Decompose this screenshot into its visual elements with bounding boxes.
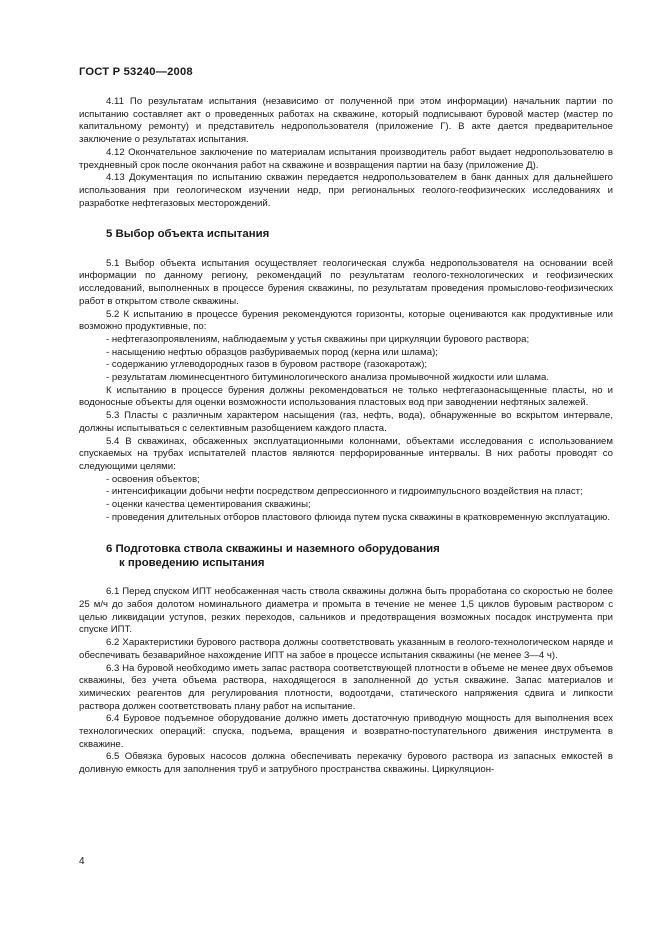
paragraph-5-2-continued: К испытанию в процессе бурения должны рекомендоваться не только нефтегазонасыщенные пласты, но и водоносные объекты для оценки возможности использования пластовых вод при заводнении нефтяных залежей. xyxy=(79,384,613,409)
document-body xyxy=(79,96,613,777)
paragraph-5-3: 5.3 Пласты с различным характером насыщения (газ, нефть, вода), обнаруженные во вскрытом интервале, должны испытываться с селективным разобщением каждого пласта. xyxy=(79,410,613,434)
paragraph-6-1: 6.1 Перед спуском ИПТ необсаженная часть ствола скважины должна быть проработана со скоростью не более 25 м/ч до забоя долотом номинального диаметра и промыта в течение не менее 1,5 циклов буровым раствором с целью ликвидации уступов, резких переходов, сальников и предотвращения возможных посадок инструмента при спуске ИПТ. xyxy=(79,586,613,636)
document-header: ГОСТ Р 53240—2008 xyxy=(79,66,193,78)
list-item: - интенсификации добычи нефти посредством депрессионного и гидроимпульсного воздействия на пласт; xyxy=(106,486,583,498)
section-5-title: 5 Выбор объекта испытания xyxy=(106,228,270,241)
paragraph-5-4: 5.4 В скважинах, обсаженных эксплуатационными колоннами, объектами исследования с использованием спускаемых на трубах испытателей пластов являются перфорированные интервалы. В них работы проводят со следующими целями: xyxy=(79,435,613,472)
paragraph-4-13: 4.13 Документация по испытанию скважин передается недропользователем в банк данных для дальнейшего использования при геологическом изучении недр, при региональных геолого-геофизических исследованиях и разработке нефтегазовых месторождений. xyxy=(79,172,613,209)
paragraph-6-2: 6.2 Характеристики бурового раствора должны соответствовать указанным в геолого-технологическом наряде и обеспечивать безаварийное нахождение ИПТ на забое в процессе испытания скважины (не менее 3—4 ч). xyxy=(79,637,613,661)
section-6-heading xyxy=(106,542,613,571)
paragraph-4-11: 4.11 По результатам испытания (независимо от полученной при этом информации) начальник партии по испытанию составляет акт о проведенных работах на скважине, который подписывают буровой мастер (мастер по капитальному ремонту) и представитель недропользователя (приложение Г). В акте дается предварительное заключение о результатах испытания. xyxy=(79,96,613,146)
paragraph-6-4: 6.4 Буровое подъемное оборудование должно иметь достаточную приводную мощность для выполнения всех технологических операций: спуска, подъема, вращения и возвратно-поступательного движения инструмента в скважине. xyxy=(79,713,613,750)
section-5-heading xyxy=(106,227,613,241)
paragraph-5-2: 5.2 К испытанию в процессе бурения рекомендуются горизонты, которые оцениваются как продуктивные или возможно продуктивные, по: xyxy=(79,308,613,333)
list-item: - результатам люминесцентного битуминологического анализа промывочной жидкости или шлама. xyxy=(106,372,550,384)
list-item: - насыщению нефтью образцов разбуриваемых пород (керна или шлама); xyxy=(106,346,438,358)
page-number: 4 xyxy=(79,856,85,867)
paragraph-6-5: 6.5 Обвязка буровых насосов должна обеспечивать перекачку бурового раствора из запасных емкостей в доливную емкость для заполнения труб и затрубного пространства скважины. Циркуляцион- xyxy=(79,751,613,776)
paragraph-5-1: 5.1 Выбор объекта испытания осуществляет геологическая служба недропользователя на основании всей информации по данному региону, рекомендаций по результатам геолого-технологических и геофизических исследований, выполненных в процессе бурения скважины, по результатам проведения промыслово-геофизических работ в открытом стволе скважины. xyxy=(79,257,613,307)
list-item: - освоения объектов; xyxy=(106,473,200,485)
list-item: - нефтегазопроявлениям, наблюдаемым у устья скважины при циркуляции бурового раствора; xyxy=(106,333,530,345)
list-item: - проведения длительных отборов пластового флюида путем пуска скважины в кратковременную эксплуатацию. xyxy=(106,511,611,523)
paragraph-6-3: 6.3 На буровой необходимо иметь запас раствора соответствующей плотности в объеме не менее двух объемов скважины, без учета объема раствора, находящегося в заполненной до устья скважине. Запас материалов и химических реагентов для регулирования плотности, водоотдачи, статического напряжения сдвига и липкости раствора должен соответствовать плану работ на испытание. xyxy=(79,662,613,712)
paragraph-4-12: 4.12 Окончательное заключение по материалам испытания производитель работ выдает недропользователю в трехдневный срок после окончания работ на скважине и возвращения партии на базу (приложение Д). xyxy=(79,146,613,171)
section-6-title-line2: к проведению испытания xyxy=(119,556,265,569)
section-6-title-line1: 6 Подготовка ствола скважины и наземного оборудования xyxy=(106,542,440,555)
list-item: - оценки качества цементирования скважины; xyxy=(106,499,311,511)
list-item: - содержанию углеводородных газов в буровом растворе (газокаротаж); xyxy=(106,359,428,371)
